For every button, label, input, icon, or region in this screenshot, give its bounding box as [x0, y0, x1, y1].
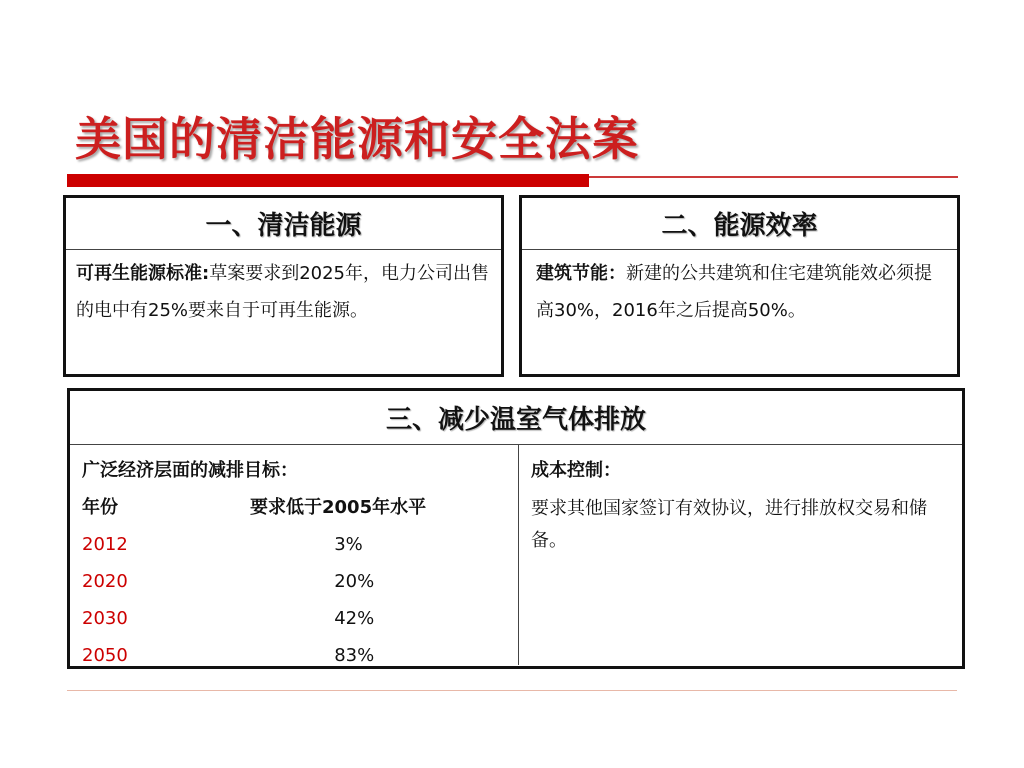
emission-reduction-heading: 三、减少温室气体排放 [70, 391, 962, 445]
renewable-standard-text: 草案要求到2025年，电力公司出售的电中有25%要来自于可再生能源。 [76, 263, 490, 321]
renewable-standard-label: 可再生能源标准: [76, 263, 210, 284]
energy-efficiency-heading: 二、能源效率 [522, 198, 957, 250]
reduction-targets-title: 广泛经济层面的减排目标： [82, 460, 298, 481]
row-year: 2012 [82, 534, 128, 555]
table-row [82, 600, 518, 637]
table-row [82, 563, 518, 600]
building-efficiency-label: 建筑节能： [536, 263, 626, 284]
requirement-column-header: 要求低于2005年水平 [250, 497, 427, 518]
building-efficiency-text: 新建的公共建筑和住宅建筑能效必须提高30%，2016年之后提高50%。 [536, 263, 932, 321]
emission-reduction-box [67, 388, 965, 669]
row-value: 83% [334, 645, 375, 666]
clean-energy-body [66, 250, 501, 329]
table-header-row [82, 489, 518, 526]
reduction-targets-panel [70, 445, 519, 665]
row-year: 2020 [82, 571, 128, 592]
row-value: 20% [334, 571, 375, 592]
row-year: 2030 [82, 608, 128, 629]
footer-divider [67, 690, 957, 691]
clean-energy-heading: 一、清洁能源 [66, 198, 501, 250]
table-row [82, 637, 518, 674]
cost-control-title: 成本控制： [531, 460, 621, 481]
row-value: 42% [334, 608, 375, 629]
cost-control-panel [519, 445, 962, 665]
page-title: 美国的清洁能源和安全法案 [75, 112, 639, 166]
clean-energy-box [63, 195, 504, 377]
year-column-header: 年份 [82, 497, 118, 518]
title-underline-thin [589, 176, 958, 178]
table-row [82, 526, 518, 563]
row-year: 2050 [82, 645, 128, 666]
energy-efficiency-body [522, 250, 957, 329]
title-underline-thick [67, 174, 589, 187]
row-value: 3% [334, 534, 363, 555]
cost-control-text: 要求其他国家签订有效协议，进行排放权交易和储备。 [531, 498, 927, 551]
energy-efficiency-box [519, 195, 960, 377]
